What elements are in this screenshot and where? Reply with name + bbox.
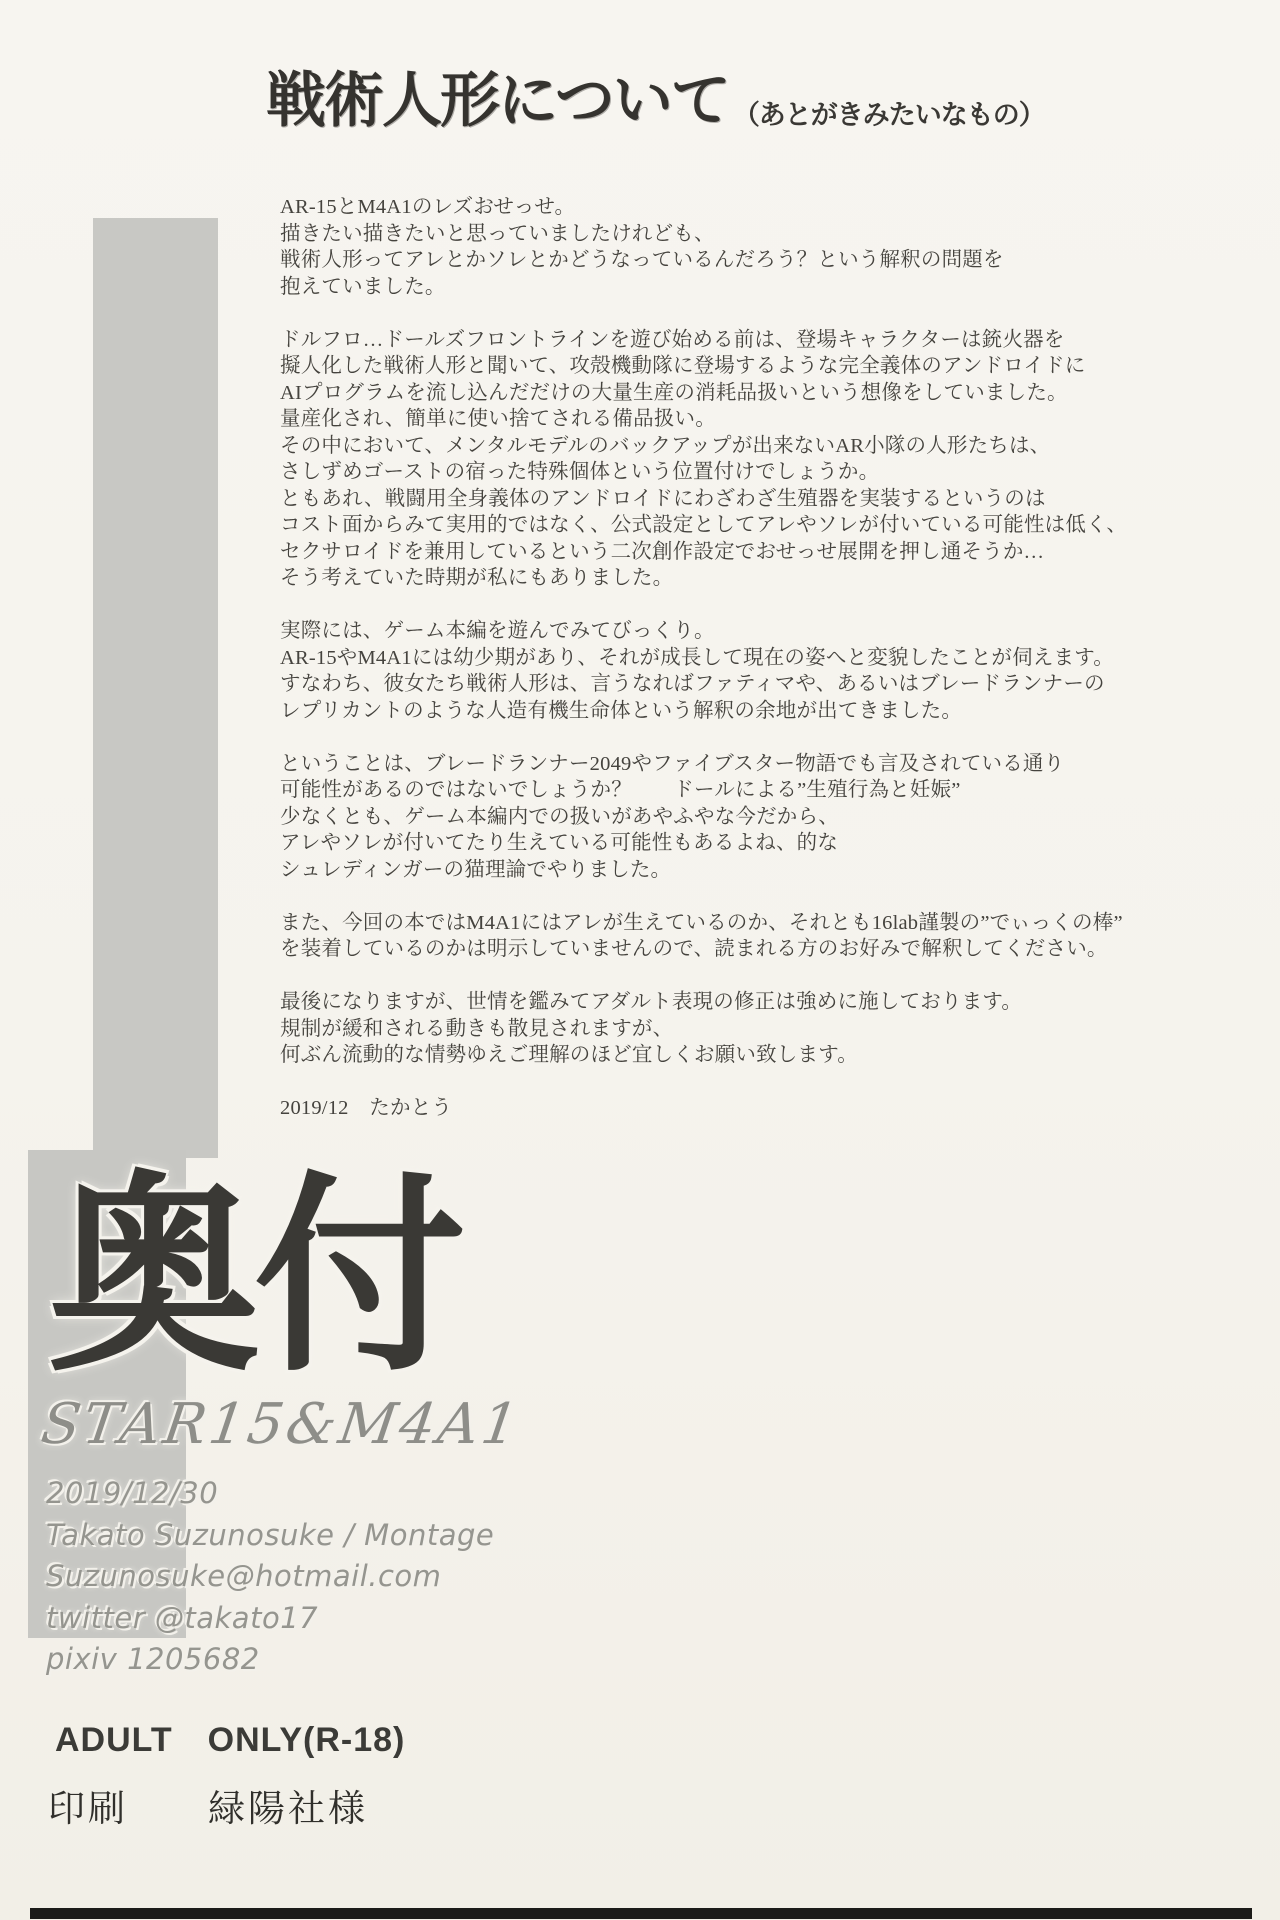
text-line: 抱えていました。 <box>280 275 446 298</box>
text-line: AR-15やM4A1には幼少期があり、それが成長して現在の姿へと変貌したことが伺えます。 <box>280 646 1114 669</box>
rating-label: ADULT ONLY(R-18) <box>55 1721 406 1759</box>
text-line: 擬人化した戦術人形と聞いて、攻殻機動隊に登場するような完全義体のアンドロイドに <box>280 355 1086 377</box>
pixiv-id: pixiv 1205682 <box>46 1642 260 1676</box>
afterword-body <box>280 194 1128 1122</box>
text-line: 少なくとも、ゲーム本編内での扱いがあやふやな今だから、 <box>280 805 839 828</box>
text-line: アレやソレが付いてたり生えている可能性もあるよね、的な <box>280 832 839 854</box>
afterword-title: 戦術人形について <box>266 68 729 134</box>
paragraph-before-game <box>280 327 1128 592</box>
series-title: STAR15&M4A1 <box>37 1392 525 1457</box>
paragraph-schrodinger <box>280 751 1065 884</box>
text-line: 最後になりますが、世情を鑑みてアダルト表現の修正は強めに施しております。 <box>280 991 1023 1013</box>
text-line: 量産化され、簡単に使い捨てされる備品扱い。 <box>280 408 716 430</box>
text-line: AIプログラムを流し込んだだけの大量生産の消耗品扱いという想像をしていました。 <box>280 381 1068 404</box>
paragraph-closing <box>280 989 1023 1069</box>
publish-date: 2019/12/30 <box>46 1476 219 1510</box>
colophon-heading: 奥付 <box>48 1161 460 1396</box>
afterword-header <box>266 62 1045 140</box>
paragraph-this-book <box>280 910 1123 963</box>
text-line: 可能性があるのではないでしょうか？ ドールによる”生殖行為と妊娠” <box>280 779 961 801</box>
printer-credit: 印刷 緑陽社様 <box>48 1788 368 1829</box>
text-line: さしずめゴーストの宿った特殊個体という位置付けでしょうか。 <box>280 461 880 483</box>
text-line: 規制が緩和される動きも散見されますが、 <box>280 1017 674 1040</box>
text-line: すなわち、彼女たち戦術人形は、言うなればファティマや、あるいはブレードランナーの <box>280 673 1105 695</box>
text-line: ドルフロ…ドールズフロントラインを遊び始める前は、登場キャラクターは銃火器を <box>280 328 1065 351</box>
text-line: その中において、メンタルモデルのバックアップが出来ないAR小隊の人形たちは、 <box>280 434 1051 457</box>
twitter-handle: twitter @takato17 <box>46 1600 319 1635</box>
text-line: また、今回の本ではM4A1にはアレが生えているのか、それとも16lab謹製の”でぃっくの棒” <box>280 911 1123 934</box>
text-line: セクサロイドを兼用しているという二次創作設定でおせっせ展開を押し通そうか… <box>280 540 1045 563</box>
paragraph-actual-game <box>280 618 1114 724</box>
text-line: 実際には、ゲーム本編を遊んでみてびっくり。 <box>280 620 715 642</box>
text-line: コスト面からみて実用的ではなく、公式設定としてアレやソレが付いている可能性は低く、 <box>280 514 1128 536</box>
text-line: 描きたい描きたいと思っていましたけれども、 <box>280 222 715 245</box>
text-line: 戦術人形ってアレとかソレとかどうなっているんだろう？という解釈の問題を <box>280 249 1004 271</box>
email-address: Suzunosuke@hotmail.com <box>46 1559 442 1593</box>
text-line: を装着しているのかは明示していませんので、読まれる方のお好みで解釈してください。 <box>280 938 1108 960</box>
page-edge-bar <box>30 1908 1252 1919</box>
date-signature: 2019/12 たかとう <box>280 1097 453 1119</box>
text-line: ともあれ、戦闘用全身義体のアンドロイドにわざわざ生殖器を実装するというのは <box>280 487 1046 510</box>
afterword-title-suffix: （あとがきみたいなもの） <box>732 100 1045 130</box>
text-line: ということは、ブレードランナー2049やファイブスター物語でも言及されている通り <box>280 752 1065 775</box>
text-line: 何ぶん流動的な情勢ゆえご理解のほど宜しくお願い致します。 <box>280 1044 858 1066</box>
text-line: レプリカントのような人造有機生命体という解釈の余地が出てきました。 <box>280 699 963 722</box>
text-line: そう考えていた時期が私にもありました。 <box>280 567 674 589</box>
text-line: シュレディンガーの猫理論でやりました。 <box>280 858 672 881</box>
author-circle: Takato Suzunosuke / Montage <box>46 1517 495 1552</box>
text-line: AR-15とM4A1のレズおせっせ。 <box>280 196 576 218</box>
colophon-contact-block <box>46 1476 494 1684</box>
screentone-band-upper <box>93 218 218 1158</box>
paragraph-intro <box>280 194 1004 300</box>
